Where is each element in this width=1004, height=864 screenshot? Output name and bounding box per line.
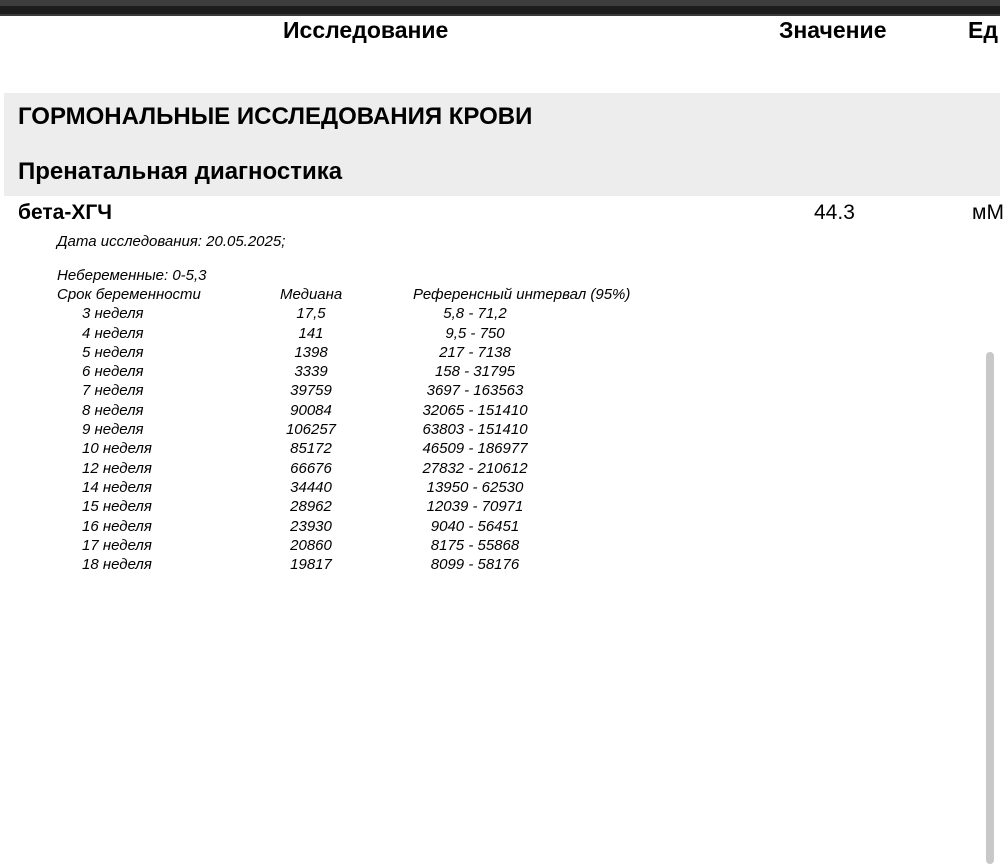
week-cell: 7 неделя (82, 382, 144, 400)
column-header-value: Значение (779, 17, 887, 43)
window-top-bar (0, 0, 1000, 16)
week-cell: 8 неделя (82, 401, 144, 419)
median-cell: 106257 (285, 421, 337, 439)
interval-cell: 46509 - 186977 (422, 440, 528, 458)
interval-cell: 8175 - 55868 (430, 536, 520, 554)
test-unit: мМ (972, 201, 1004, 224)
week-cell: 9 неделя (82, 421, 144, 439)
interval-cell: 3697 - 163563 (426, 382, 524, 400)
reference-table-row (0, 305, 700, 324)
week-cell: 10 неделя (82, 440, 152, 458)
median-cell: 17,5 (296, 305, 326, 323)
median-cell: 141 (298, 324, 324, 342)
reference-table-header (0, 286, 700, 305)
vertical-scrollbar[interactable] (986, 352, 994, 864)
median-cell: 90084 (290, 401, 332, 419)
test-name: бета-ХГЧ (18, 201, 112, 224)
median-cell: 66676 (290, 459, 332, 477)
reference-table-row (0, 518, 700, 537)
interval-cell: 12039 - 70971 (426, 498, 524, 516)
test-value: 44.3 (814, 201, 855, 224)
median-cell: 1398 (294, 343, 328, 361)
header-pregnancy-week: Срок беременности (57, 286, 201, 303)
column-header-study: Исследование (283, 17, 449, 43)
week-cell: 5 неделя (82, 343, 144, 361)
subsection-title: Пренатальная диагностика (18, 158, 343, 185)
week-cell: 4 неделя (82, 324, 144, 342)
window-top-bar-inner (0, 0, 1000, 6)
reference-table (0, 286, 700, 575)
header-reference-interval: Референсный интервал (95%) (413, 286, 631, 303)
reference-table-row (0, 402, 700, 421)
reference-table-row (0, 460, 700, 479)
interval-cell: 9,5 - 750 (445, 324, 505, 342)
week-cell: 6 неделя (82, 363, 144, 381)
week-cell: 17 неделя (82, 536, 152, 554)
interval-cell: 63803 - 151410 (422, 421, 528, 439)
median-cell: 28962 (290, 498, 332, 516)
median-cell: 39759 (290, 382, 332, 400)
interval-cell: 217 - 7138 (439, 343, 511, 361)
reference-table-row (0, 344, 700, 363)
reference-table-row (0, 537, 700, 556)
reference-table-row (0, 421, 700, 440)
median-cell: 23930 (290, 517, 332, 535)
median-cell: 20860 (290, 536, 332, 554)
reference-table-row (0, 479, 700, 498)
reference-table-row (0, 498, 700, 517)
week-cell: 14 неделя (82, 478, 152, 496)
week-cell: 12 неделя (82, 459, 152, 477)
interval-cell: 5,8 - 71,2 (443, 305, 507, 323)
reference-table-row (0, 382, 700, 401)
interval-cell: 158 - 31795 (434, 363, 516, 381)
section-title: ГОРМОНАЛЬНЫЕ ИССЛЕДОВАНИЯ КРОВИ (18, 103, 533, 130)
reference-table-row (0, 325, 700, 344)
week-cell: 15 неделя (82, 498, 152, 516)
reference-table-row (0, 440, 700, 459)
reference-table-row (0, 556, 700, 575)
median-cell: 85172 (290, 440, 332, 458)
median-cell: 34440 (290, 478, 332, 496)
week-cell: 16 неделя (82, 517, 152, 535)
interval-cell: 32065 - 151410 (422, 401, 528, 419)
nonpregnant-reference-note: Небеременные: 0-5,3 (57, 267, 207, 284)
median-cell: 19817 (290, 556, 332, 574)
week-cell: 18 неделя (82, 556, 152, 574)
interval-cell: 13950 - 62530 (426, 478, 524, 496)
median-cell: 3339 (294, 363, 328, 381)
interval-cell: 9040 - 56451 (430, 517, 520, 535)
column-header-unit: Ед (968, 17, 998, 43)
week-cell: 3 неделя (82, 305, 144, 323)
reference-table-row (0, 363, 700, 382)
header-median: Медиана (280, 286, 343, 303)
interval-cell: 8099 - 58176 (430, 556, 520, 574)
interval-cell: 27832 - 210612 (422, 459, 528, 477)
study-date-note: Дата исследования: 20.05.2025; (57, 233, 286, 250)
